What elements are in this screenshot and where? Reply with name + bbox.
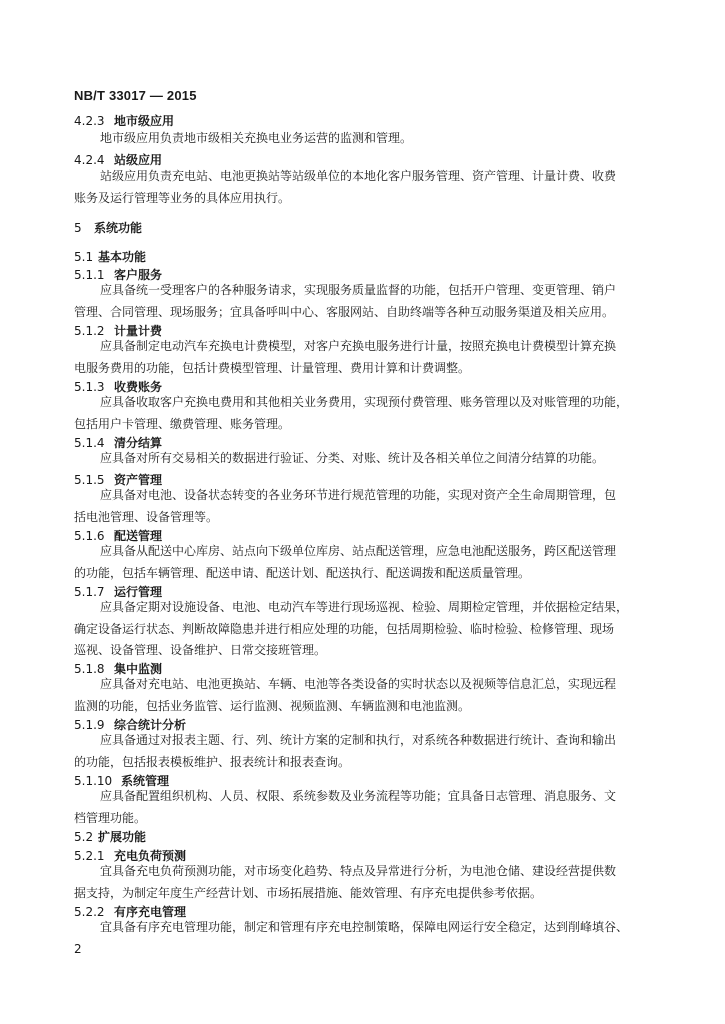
section-number: 5.1.10	[74, 774, 113, 788]
section-number: 4.2.4	[74, 153, 105, 167]
section-number: 5.1.2	[74, 324, 105, 338]
section-4-2-4-body	[74, 166, 654, 209]
section-title: 充电负荷预测	[114, 849, 187, 863]
paragraph-line: 括电池管理、设备管理等。	[74, 509, 219, 524]
paragraph-line: 地市级应用负责地市级相关充换电业务运营的监测和管理。	[100, 131, 413, 145]
paragraph-line: 应具备对电池、设备状态转变的各业务环节进行规范管理的功能，实现对资产全生命周期管理，包	[100, 488, 617, 502]
paragraph-line: 巡视、设备管理、设备维护、日常交接班管理。	[74, 643, 327, 657]
section-5-2-2-body	[74, 917, 654, 939]
paragraph-line: 监测的功能，包括业务监管、运行监测、视频监测、车辆监测和电池监测。	[74, 698, 471, 713]
paragraph-line: 宜具备有序充电管理功能，制定和管理有序充电控制策略，保障电网运行安全稳定，达到削峰填谷、	[100, 920, 629, 934]
section-title: 综合统计分析	[114, 718, 187, 732]
section-5-heading	[74, 219, 142, 236]
section-5-1-7-body	[74, 597, 654, 662]
section-title: 站级应用	[114, 153, 163, 167]
section-title: 清分结算	[114, 436, 163, 450]
section-number: 5.2.2	[74, 905, 105, 919]
paragraph-line: 应具备统一受理客户的各种服务请求，实现服务质量监督的功能，包括开户管理、变更管理、销户	[100, 283, 617, 297]
paragraph-line: 应具备收取客户充换电费用和其他相关业务费用，实现预付费管理、账务管理以及对账管理的功能，	[100, 395, 629, 409]
section-5-1-4-body	[74, 448, 654, 470]
section-4-2-3-body	[74, 128, 654, 150]
section-number: 5.1	[74, 250, 94, 264]
section-title: 有序充电管理	[114, 905, 187, 919]
section-5-1-5-body	[74, 485, 654, 528]
standard-code: NB/T 33017 — 2015	[74, 88, 197, 103]
section-5-1-2-body	[74, 336, 654, 379]
paragraph-line: 管理、合同管理、现场服务；宜具备呼叫中心、客服网站、自助终端等各种互动服务渠道及相关应用。	[74, 304, 615, 319]
section-5-1-3-body	[74, 392, 654, 435]
paragraph-line: 确定设备运行状态、判断故障隐患并进行相应处理的功能，包括周期检验、临时检验、检修管理、现场	[74, 621, 615, 636]
paragraph-line: 应具备通过对报表主题、行、列、统计方案的定制和执行，对系统各种数据进行统计、查询和输出	[100, 733, 617, 747]
section-title: 系统功能	[94, 221, 143, 235]
section-title: 扩展功能	[98, 830, 147, 844]
paragraph-line: 应具备对充电站、电池更换站、车辆、电池等各类设备的实时状态以及视频等信息汇总，实现远程	[100, 677, 617, 691]
section-number: 5.1.8	[74, 662, 105, 676]
section-number: 5.1.3	[74, 380, 105, 394]
paragraph-line: 应具备配置组织机构、人员、权限、系统参数及业务流程等功能；宜具备日志管理、消息服务、文	[100, 789, 617, 803]
section-number: 5.1.9	[74, 718, 105, 732]
section-5-1-6-body	[74, 541, 654, 584]
section-5-1-10-body	[74, 786, 654, 829]
paragraph-line: 应具备对所有交易相关的数据进行验证、分类、对账、统计及各相关单位之间清分结算的功能。	[100, 451, 605, 465]
section-number: 5.1.5	[74, 473, 105, 487]
paragraph-line: 据支持，为制定年度生产经营计划、市场拓展措施、能效管理、有序充电提供参考依据。	[74, 885, 543, 900]
section-title: 配送管理	[114, 529, 163, 543]
section-4-2-3-heading	[74, 112, 174, 129]
section-title: 系统管理	[121, 774, 170, 788]
section-5-2-heading	[74, 828, 146, 845]
section-5-1-heading	[74, 248, 146, 265]
section-title: 客户服务	[114, 268, 163, 282]
section-number: 4.2.3	[74, 114, 105, 128]
section-number: 5.2.1	[74, 849, 105, 863]
paragraph-line: 的功能，包括报表模板维护、报表统计和报表查询。	[74, 754, 351, 769]
section-5-2-1-body	[74, 861, 654, 904]
section-5-1-8-body	[74, 674, 654, 717]
section-title: 地市级应用	[114, 114, 175, 128]
page-number: 2	[74, 942, 82, 956]
paragraph-line: 包括用户卡管理、缴费管理、账务管理。	[74, 416, 291, 431]
section-number: 5.1.6	[74, 529, 105, 543]
paragraph-line: 应具备定期对设施设备、电池、电动汽车等进行现场巡视、检验、周期检定管理，并依据检定结果，	[100, 600, 629, 614]
section-title: 运行管理	[114, 585, 163, 599]
section-title: 基本功能	[98, 250, 147, 264]
section-number: 5.1.7	[74, 585, 105, 599]
paragraph-line: 应具备从配送中心库房、站点向下级单位库房、站点配送管理，应急电池配送服务，跨区配送管理	[100, 544, 617, 558]
paragraph-line: 的功能，包括车辆管理、配送申请、配送计划、配送执行、配送调拨和配送质量管理。	[74, 565, 531, 580]
paragraph-line: 电服务费用的功能，包括计费模型管理、计量管理、费用计算和计费调整。	[74, 360, 471, 375]
section-title: 计量计费	[114, 324, 163, 338]
section-5-1-9-body	[74, 730, 654, 773]
paragraph-line: 账务及运行管理等业务的具体应用执行。	[74, 190, 291, 205]
section-number: 5	[74, 221, 82, 235]
section-number: 5.1.1	[74, 268, 105, 282]
paragraph-line: 宜具备充电负荷预测功能，对市场变化趋势、特点及异常进行分析，为电池仓储、建设经营提供数	[100, 864, 617, 878]
paragraph-line: 站级应用负责充电站、电池更换站等站级单位的本地化客户服务管理、资产管理、计量计费、收费	[100, 169, 617, 183]
section-title: 收费账务	[114, 380, 163, 394]
section-number: 5.2	[74, 830, 94, 844]
paragraph-line: 档管理功能。	[74, 810, 147, 825]
paragraph-line: 应具备制定电动汽车充换电计费模型，对客户充换电服务进行计量，按照充换电计费模型计算充换	[100, 339, 617, 353]
section-title: 集中监测	[114, 662, 163, 676]
section-title: 资产管理	[114, 473, 163, 487]
section-5-1-1-body	[74, 280, 654, 323]
section-number: 5.1.4	[74, 436, 105, 450]
